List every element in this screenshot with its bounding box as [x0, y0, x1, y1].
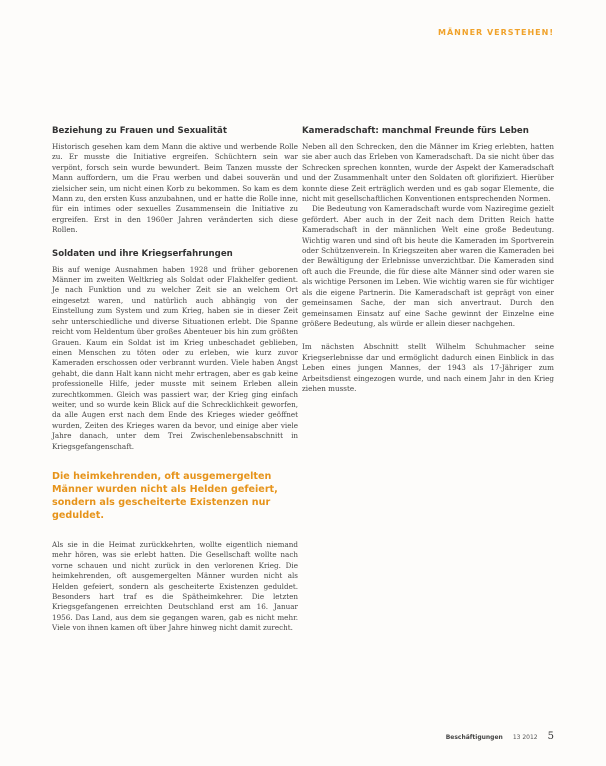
left-column — [52, 126, 298, 634]
body-paragraph: Historisch gesehen kam dem Mann die aktive und werbende Rolle zu. Er musste die Initiative ergreifen. Schüchtern sein war verpönt, forsch sein wurde bewundert. Beim Tanzen musste der Mann auffordern, um die Frau werben und dabei souverän und zielsicher sein, um nicht einen Korb zu bekommen. So kam es dem Mann zu, den ersten Kuss anzubahnen, und er hatte die Rolle inne, für ein intimes oder sexuelles Zusammensein die Initiative zu ergreifen. Erst in den 1960er Jahren veränderten sich diese Rollen. — [52, 142, 298, 235]
issue-label: 13 2012 — [512, 734, 538, 741]
body-paragraph: Die Bedeutung von Kameradschaft wurde vom Naziregime gezielt gefördert. Aber auch in der Zeit nach dem Dritten Reich hatte Kameradschaft in der männlichen Welt eine große Bedeutung. Wichtig waren und sind oft bis heute die Kameraden im Sportverein oder Schützenverein. In Kriegszeiten aber waren die Kameraden bei der Bewältigung der Erlebnisse unverzichtbar. Die Kameraden sind oft auch die Freunde, die für diese alte Männer sind oder waren sie als wichtige Personen im Leben. Wie wichtig waren sie für wichtiger als die eigene Partnerin. Die Kameradschaft ist geprägt von einer gemeinsamen Sache, der man sich anvertraut. Durch den gemeinsamen Einsatz auf eine Sache gewinnt der Einzelne eine größere Bedeutung, als würde er allein dieser nachgehen. — [302, 204, 554, 328]
magazine-name: Beschäftigungen — [445, 734, 503, 741]
pull-quote: Die heimkehrenden, oft ausgemergelten Männer wurden nicht als Helden gefeiert, sondern als gescheiterte Existenzen nur geduldet. — [52, 470, 278, 521]
body-paragraph: Neben all den Schrecken, den die Männer im Krieg erlebten, hatten sie aber auch das Erleben von Kameradschaft. Da sie nicht über das Schrecken sprechen konnten, wurde der Aspekt der Kameradschaft und der Zusammenhalt unter den Soldaten oft glorifiziert. Hierüber konnte diese Zeit erträglich werden und es gab sogar Elemente, die nicht mit gesellschaftlichen Konventionen entsprechenden Normen. — [302, 142, 554, 204]
section-heading-relationships: Beziehung zu Frauen und Sexualität — [52, 126, 227, 136]
section-tag: MÄNNER VERSTEHEN! — [438, 28, 554, 37]
section-heading-comradeship: Kameradschaft: manchmal Freunde fürs Leben — [302, 126, 529, 136]
page-number: 5 — [547, 731, 554, 742]
body-paragraph: Als sie in die Heimat zurückkehrten, wollte eigentlich niemand mehr hören, was sie erlebt hatten. Die Gesellschaft wollte nach vorne schauen und nicht zurück in den verlorenen Krieg. Die heimkehrenden, oft ausgemergelten Männer wurden nicht als Helden gefeiert, sondern als gescheiterte Existenzen geduldet. Besonders hart traf es die Spätheimkehrer. Die letzten Kriegsgefangenen erreichten Deutschland erst am 16. Januar 1956. Das Land, aus dem sie gegangen waren, gab es nicht mehr. Viele von ihnen kamen oft über Jahre hinweg nicht damit zurecht. — [52, 539, 298, 633]
section-heading-soldiers: Soldaten und ihre Kriegserfahrungen — [52, 248, 233, 259]
body-paragraph: Im nächsten Abschnitt stellt Wilhelm Schuhmacher seine Kriegserlebnisse dar und ermöglicht dadurch einen Einblick in das Leben eines jungen Mannes, der 1943 als 17-Jähriger zum Arbeitsdienst eingezogen wurde, und nach einem Jahr in den Krieg ziehen musste. — [302, 342, 554, 393]
page-footer — [446, 731, 554, 742]
right-column — [302, 126, 554, 394]
body-paragraph: Bis auf wenige Ausnahmen haben 1928 und früher geborenen Männer im zweiten Weltkrieg als Soldat oder Flakhelfer gedient. Je nach Funktion und zu welcher Zeit sie an welchem Ort eingesetzt waren, und natürlich auch abhängig von der Einstellung zum System und zum Krieg, haben sie in dieser Zeit sehr unterschiedliche und diverse Situationen erlebt. Die Spanne reicht vom Heldentum über großes Abenteuer bis hin zum größten Grauen. Kaum ein Soldat ist im Krieg unbeschadet geblieben, einen Menschen zu töten oder zu erleben, wie kurz zuvor Kameraden erschossen oder verbrannt wurden. Viele haben Angst gehabt, die dann Halt kann nicht mehr ertragen, aber es gab keine professionelle Hilfe, jeder musste mit seinem Erleben allein zurechtkommen. Gleich was passiert war, der Krieg ging einfach weiter, und so wurde kein Blick auf die Schrecklichkeit geworfen, da alle Augen erst nach dem Ende des Krieges wieder geöffnet wurden, Zeiten des Krieges waren da bevor, und einige aber viele Jahre danach, unter dem Trei Zwischenlebensabschnitt in Kriegsgefangenschaft. — [52, 264, 298, 451]
